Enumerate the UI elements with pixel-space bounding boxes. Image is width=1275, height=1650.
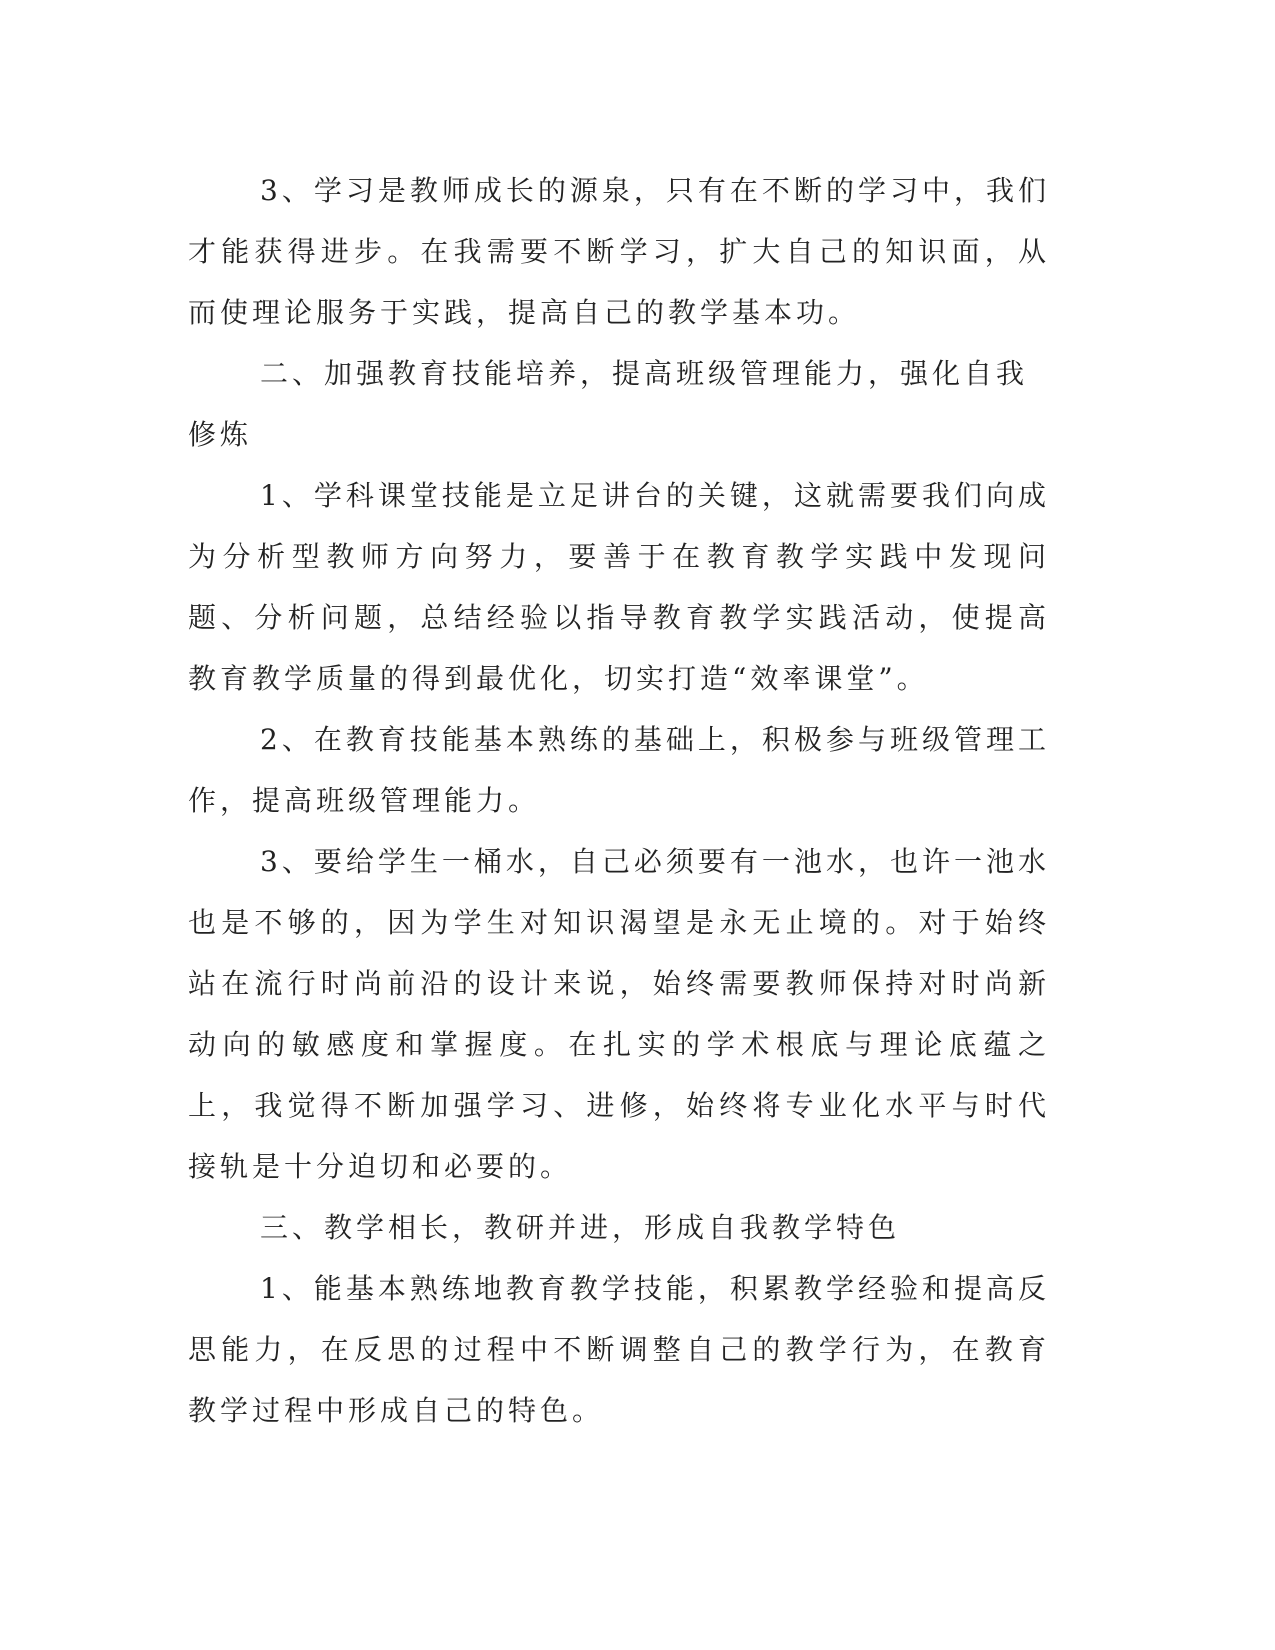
paragraph: 1、学科课堂技能是立足讲台的关键，这就需要我们向成为分析型教师方向努力，要善于在教育教学实践中发现问题、分析问题，总结经验以指导教育教学实践活动，使提高教育教学质量的得到最优化，切实打造“效率课堂”。 <box>188 479 1050 695</box>
paragraph: 2、在教育技能基本熟练的基础上，积极参与班级管理工作，提高班级管理能力。 <box>188 723 1050 817</box>
section-heading: 二、加强教育技能培养，提高班级管理能力，强化自我修炼 <box>188 357 1029 451</box>
document-body <box>188 160 1050 1441</box>
paragraph: 3、学习是教师成长的源泉，只有在不断的学习中，我们才能获得进步。在我需要不断学习，扩大自己的知识面，从而使理论服务于实践，提高自己的教学基本功。 <box>188 174 1050 329</box>
section-heading: 三、教学相长，教研并进，形成自我教学特色 <box>260 1211 901 1244</box>
paragraph: 3、要给学生一桶水，自己必须要有一池水，也许一池水也是不够的，因为学生对知识渴望是永无止境的。对于始终站在流行时尚前沿的设计来说，始终需要教师保持对时尚新动向的敏感度和掌握度。在扎实的学术根底与理论底蕴之上，我觉得不断加强学习、进修，始终将专业化水平与时代接轨是十分迫切和必要的。 <box>188 845 1050 1183</box>
paragraph: 1、能基本熟练地教育教学技能，积累教学经验和提高反思能力，在反思的过程中不断调整自己的教学行为，在教育教学过程中形成自己的特色。 <box>188 1272 1050 1427</box>
